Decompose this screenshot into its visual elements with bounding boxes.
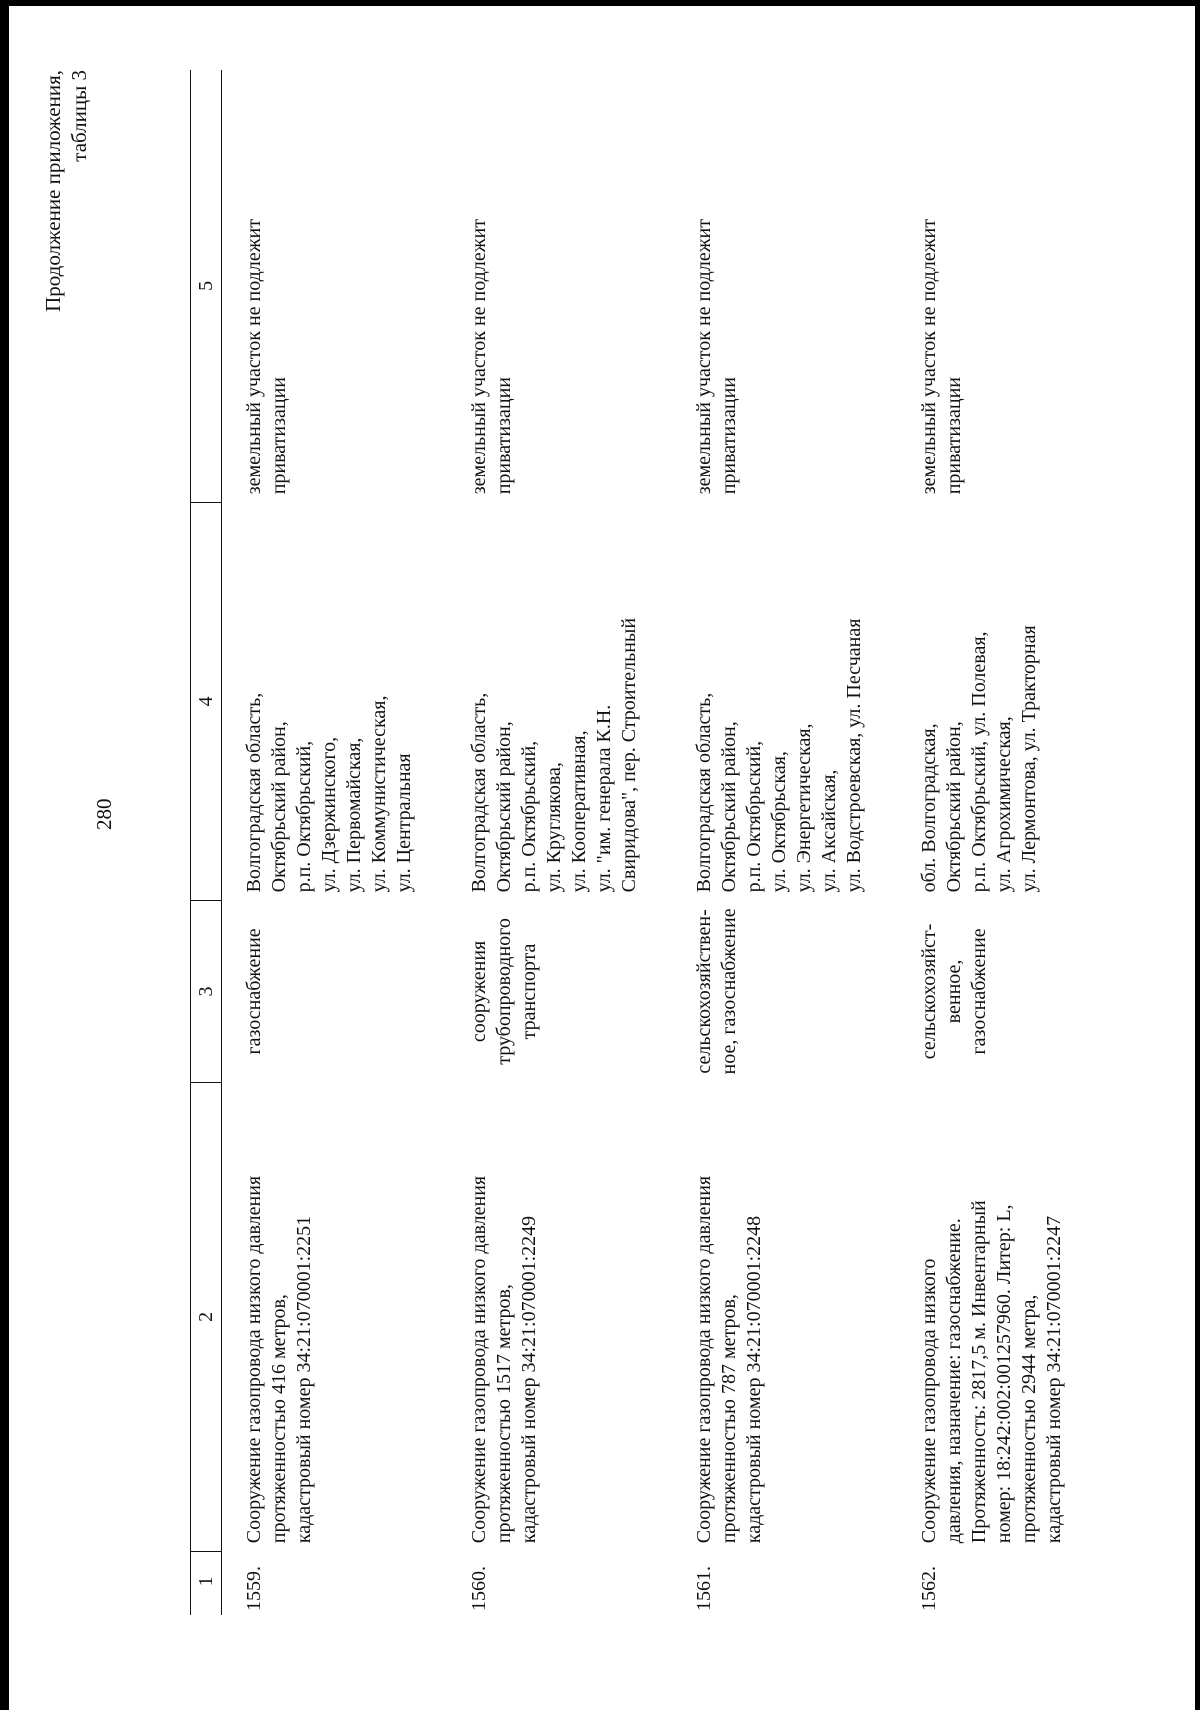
text-line: венное, [943, 959, 965, 1024]
text-line: кадастровый номер 34:21:070001:2249 [518, 1215, 540, 1544]
text-line: кадастровый номер 34:21:070001:2247 [1043, 1215, 1065, 1544]
text-line: транспорта [518, 943, 540, 1040]
address [222, 502, 448, 900]
text-line: Сооружение газопровода низкого давления [468, 1175, 490, 1544]
text-line: Сооружение газопровода низкого давления [243, 1175, 265, 1544]
text-line: газоснабжение [968, 928, 990, 1055]
note [897, 70, 1122, 502]
column-header: 5 [191, 70, 222, 502]
text-line: Октябрьский район, [718, 721, 740, 893]
table-row [447, 70, 672, 1615]
object-description [222, 1082, 448, 1551]
text-line: сельскохозяйствен- [693, 909, 715, 1074]
text-line: приватизации [718, 377, 740, 495]
text-line: приватизации [943, 377, 965, 495]
text-line: земельный участок не подлежит [918, 219, 940, 495]
table-row [672, 70, 897, 1615]
text-line: ул. Коммунистическая, [368, 695, 390, 893]
table-header-row [191, 70, 222, 1615]
text-line: ул. Кооперативная, [568, 730, 590, 893]
text-line: ул. Октябрьская, [768, 751, 790, 893]
text-line: Октябрьский район, [268, 721, 290, 893]
text-line: протяженностью 787 метров, [718, 1294, 740, 1544]
property-table [190, 70, 1122, 1615]
text-line: приватизации [493, 377, 515, 495]
text-line: р.п. Октябрьский, ул. Полевая, [968, 631, 990, 893]
column-header: 4 [191, 502, 222, 900]
purpose [672, 900, 897, 1082]
text-line: Сооружение газопровода низкого [918, 1258, 940, 1544]
text-line: р.п. Октябрьский, [293, 740, 315, 893]
text-line: ул. Агрохимическая, [993, 716, 1015, 893]
address [897, 502, 1122, 900]
column-header: 1 [191, 1551, 222, 1615]
text-line: Волгоградская область, [243, 692, 265, 893]
object-description [897, 1082, 1122, 1551]
text-line: Протяженность: 2817,5 м. Инвентарный [968, 1200, 990, 1544]
text-line: газоснабжение [243, 928, 265, 1055]
text-line: Свиридова", пер. Строительный [618, 617, 640, 893]
text-line: Сооружение газопровода низкого давления [693, 1175, 715, 1544]
purpose [447, 900, 672, 1082]
text-line: трубопроводного [493, 918, 515, 1065]
text-line: приватизации [268, 377, 290, 495]
table-body [222, 70, 1123, 1615]
object-description [447, 1082, 672, 1551]
text-line: обл. Волгоградская, [918, 723, 940, 893]
row-number: 1562. [918, 1566, 940, 1611]
text-line: ул. "им. генерала К.Н. [593, 704, 615, 893]
table-row [897, 70, 1122, 1615]
column-header: 3 [191, 900, 222, 1082]
row-number: 1561. [693, 1566, 715, 1611]
text-line: Октябрьский район, [493, 721, 515, 893]
text-line: р.п. Октябрьский, [743, 740, 765, 893]
text-line: р.п. Октябрьский, [518, 740, 540, 893]
purpose [222, 900, 448, 1082]
text-line: ул. Круглякова, [543, 762, 565, 893]
purpose [897, 900, 1122, 1082]
text-line: ное, газоснабжение [718, 908, 740, 1075]
object-description [672, 1082, 897, 1551]
text-line: ул. Центральная [393, 753, 415, 893]
text-line: ул. Лермонтова, ул. Тракторная [1018, 625, 1040, 893]
text-line: ул. Энергетическая, [793, 723, 815, 893]
note [222, 70, 448, 502]
address [447, 502, 672, 900]
text-line: ул. Первомайская, [343, 737, 365, 893]
continuation-line: таблицы 3 [67, 70, 91, 162]
note [672, 70, 897, 502]
text-line: Волгоградская область, [468, 692, 490, 893]
text-line: ул. Дзержинского, [318, 736, 340, 893]
address [672, 502, 897, 900]
page-number: 280 [92, 798, 116, 830]
text-line: давления, назначение: газоснабжение. [943, 1218, 965, 1544]
text-line: протяженностью 1517 метров, [493, 1284, 515, 1544]
text-line: номер: 18:242:002:001257960. Литер: L, [993, 1204, 1015, 1544]
text-line: протяженностью 2944 метра, [1018, 1294, 1040, 1544]
column-header: 2 [191, 1082, 222, 1551]
row-number: 1559. [243, 1566, 265, 1611]
text-line: кадастровый номер 34:21:070001:2248 [743, 1215, 765, 1544]
continuation-line: Продолжение приложения, [41, 70, 65, 312]
text-line: земельный участок не подлежит [468, 219, 490, 495]
text-line: сельскохозяйст- [918, 923, 940, 1060]
text-line: ул. Аксайская, [818, 769, 840, 893]
text-line: ул. Водстроевская, ул. Песчаная [843, 618, 865, 893]
text-line: протяженностью 416 метров, [268, 1294, 290, 1544]
text-line: земельный участок не подлежит [243, 219, 265, 495]
continuation-note [40, 70, 92, 410]
text-line: земельный участок не подлежит [693, 219, 715, 495]
text-line: кадастровый номер 34:21:070001:2251 [293, 1215, 315, 1544]
row-number: 1560. [468, 1566, 490, 1611]
text-line: Волгоградская область, [693, 692, 715, 893]
note [447, 70, 672, 502]
text-line: сооружения [468, 940, 490, 1043]
table-row [222, 70, 448, 1615]
text-line: Октябрьский район, [943, 721, 965, 893]
